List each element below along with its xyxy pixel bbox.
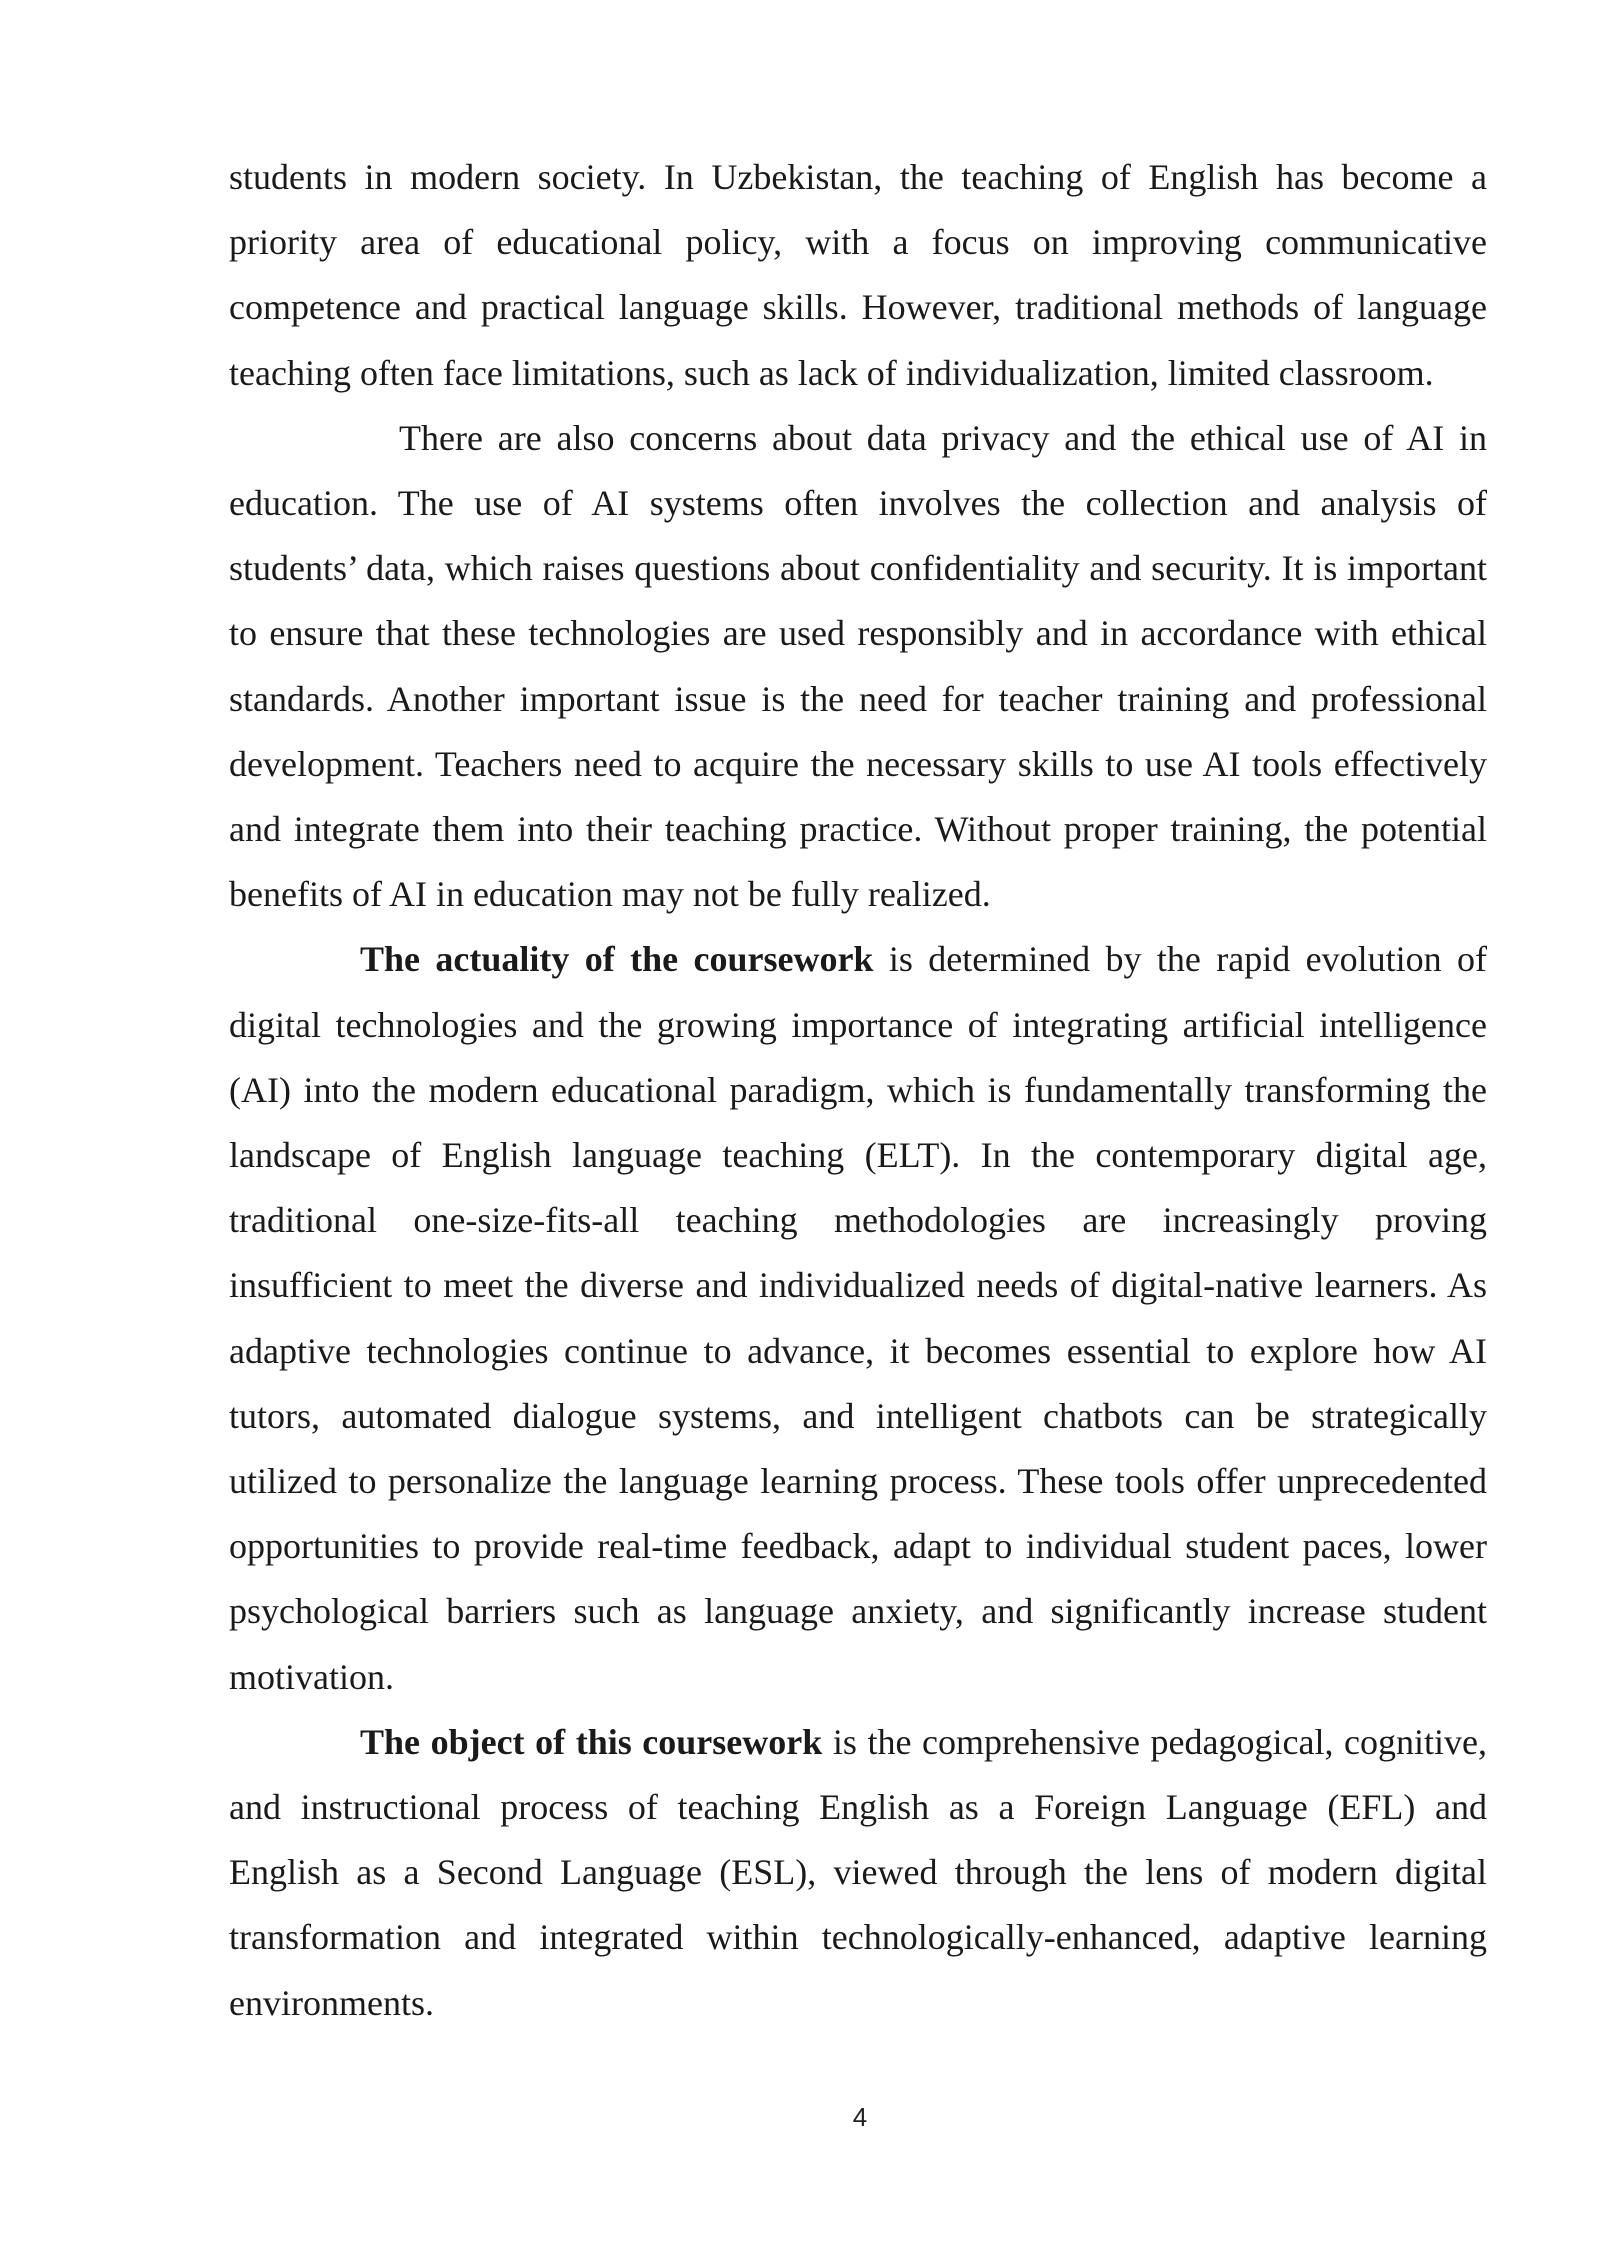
page-number: 4	[852, 2102, 868, 2132]
paragraph-heading: The object of this coursework	[360, 1721, 823, 1762]
paragraph-text: students in modern society. In Uzbekistan, the teaching of English has become a priority area of educational policy, with a focus on improving communicative competence and practical language skills. However, traditional methods of language teaching often face limitations, such as lack of individualization, limited classroom.	[229, 157, 1487, 393]
paragraph-actuality	[229, 927, 1487, 1709]
body-text	[229, 145, 1487, 2036]
paragraph-heading: The actuality of the coursework	[360, 939, 874, 980]
paragraph-continuation	[229, 145, 1487, 406]
paragraph-text: is determined by the rapid evolution of digital technologies and the growing importance of integrating artificial intelligence (AI) into the modern educational paradigm, which is fundamentally transforming the landscape of English language teaching (ELT). In the contemporary digital age, traditional one-size-fits-all teaching methodologies are increasingly proving insufficient to meet the diverse and individualized needs of digital-native learners. As adaptive technologies continue to advance, it becomes essential to explore how AI tutors, automated dialogue systems, and intelligent chatbots can be strategically utilized to personalize the language learning process. These tools offer unprecedented opportunities to provide real-time feedback, adapt to individual student paces, lower psychological barriers such as language anxiety, and significantly increase student motivation.	[229, 939, 1487, 1697]
paragraph-object	[229, 1710, 1487, 2036]
paragraph-text: is the comprehensive pedagogical, cognitive, and instructional process of teaching English as a Foreign Language (EFL) and English as a Second Language (ESL), viewed through the lens of modern digital transformation and integrated within technologically-enhanced, adaptive learning environments.	[229, 1721, 1487, 2023]
paragraph-text: There are also concerns about data privacy and the ethical use of AI in education. The use of AI systems often involves the collection and analysis of students’ data, which raises questions about confidentiality and security. It is important to ensure that these technologies are used responsibly and in accordance with ethical standards. Another important issue is the need for teacher training and professional development. Teachers need to acquire the necessary skills to use AI tools effectively and integrate them into their teaching practice. Without proper training, the potential benefits of AI in education may not be fully realized.	[229, 417, 1487, 915]
paragraph-ethics	[229, 406, 1487, 928]
